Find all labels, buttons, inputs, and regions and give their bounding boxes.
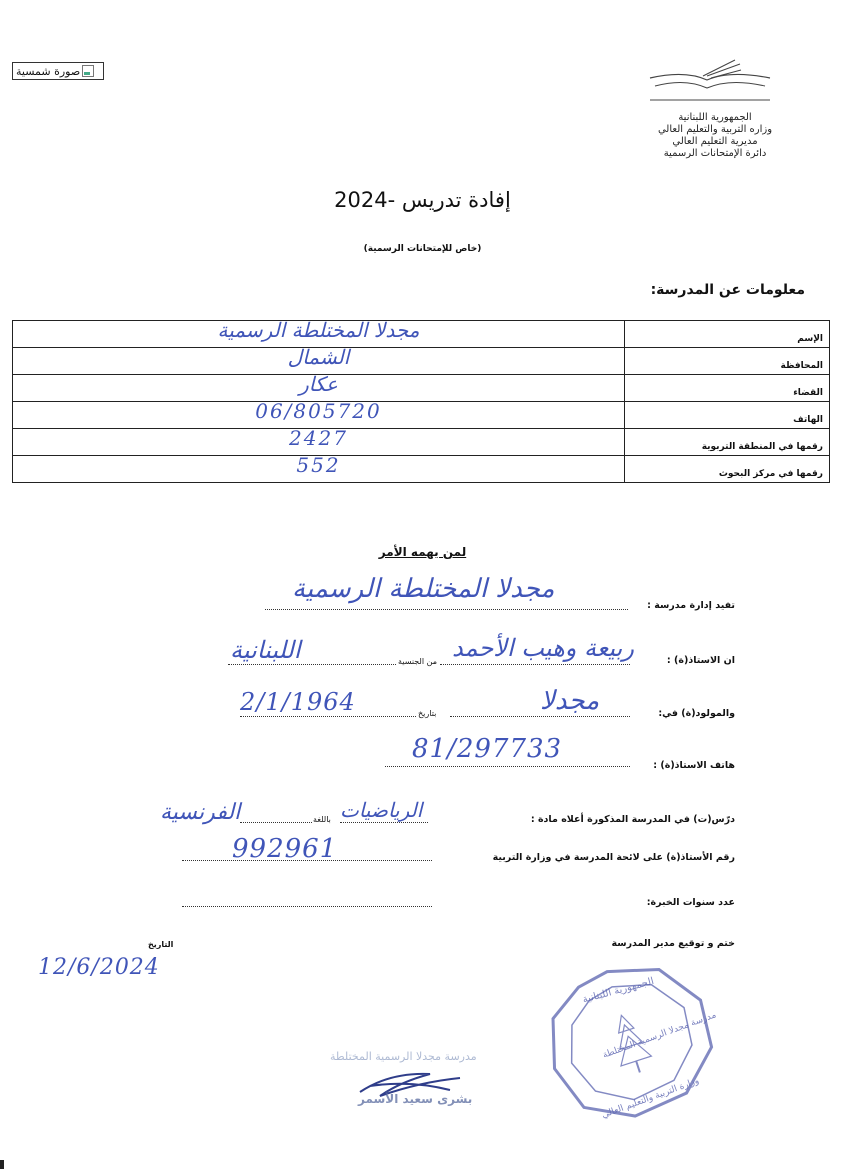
table-row	[13, 429, 830, 456]
signature-date-value: 12/6/2024	[38, 955, 160, 980]
document-title: إفادة تدريس -2024	[334, 188, 511, 212]
scan-edge-mark	[0, 1160, 4, 1169]
ministry-header	[620, 112, 810, 160]
stamp-outer-top: الجمهورية اللبنانية	[581, 975, 656, 1006]
row-value	[13, 372, 625, 402]
teacher-label: ان الاستاذ(ة) :	[666, 655, 735, 666]
born-place-value: مجدلا	[540, 686, 600, 716]
row-label: المحافظة	[625, 348, 830, 375]
date-label: بتاريخ	[418, 709, 437, 718]
dotted-line	[340, 822, 428, 823]
photo-label: صورة شمسية	[16, 64, 81, 78]
phone-value: 06/805720	[255, 399, 382, 423]
dotted-line	[440, 664, 630, 665]
official-stamp	[540, 962, 720, 1122]
born-label: والمولود(ة) في:	[658, 708, 735, 719]
dotted-line	[450, 716, 630, 717]
dotted-line	[385, 766, 630, 767]
row-label: رقمها في مركز البحوث	[625, 456, 830, 483]
stamp-inner: مدرسة مجدلا الرسمية المختلطة	[601, 1010, 718, 1061]
teacher-phone-value: 81/297733	[412, 734, 563, 764]
teacher-value: ربيعة وهيب الأحمد	[452, 634, 634, 662]
table-row	[13, 375, 830, 402]
row-label: الهاتف	[625, 402, 830, 429]
director-school-text: مدرسة مجدلا الرسمية المختلطة	[330, 1050, 477, 1063]
school-info-heading: معلومات عن المدرسة:	[650, 282, 805, 298]
row-value	[13, 318, 625, 348]
to-whom-it-may-concern: لمن يهمه الأمر	[378, 545, 467, 559]
school-name-value: مجدلا المختلطة الرسمية	[217, 318, 420, 342]
taught-label: درّس(ت) في المدرسة المذكورة أعلاه مادة :	[530, 814, 735, 825]
table-row	[13, 321, 830, 348]
director-name: بشرى سعيد الأسمر	[358, 1092, 473, 1106]
photo-placeholder	[12, 62, 104, 80]
signature-date-label: التاريخ	[148, 940, 174, 949]
dotted-line	[240, 716, 416, 717]
ministry-line-1: الجمهورية اللبنانية	[678, 112, 752, 123]
school-info-table	[12, 320, 830, 483]
row-value	[13, 426, 625, 456]
row-value	[13, 345, 625, 375]
region-number-value: 2427	[289, 426, 348, 450]
image-icon	[82, 65, 94, 77]
language-value: الفرنسية	[160, 800, 241, 825]
district-value: عكار	[299, 372, 338, 396]
ministry-number-label: رقم الأستاذ(ة) على لائحة المدرسة في وزارة التربية	[492, 852, 735, 863]
row-label: القضاء	[625, 375, 830, 402]
stamp-outer-bottom: وزارة التربية والتعليم العالي	[600, 1076, 701, 1121]
stamp-signature-label: ختم و توقيع مدير المدرسة	[611, 938, 735, 949]
ministry-line-3: مديرية التعليم العالي	[672, 136, 758, 147]
school-admin-value: مجدلا المختلطة الرسمية	[292, 574, 555, 604]
row-label: الإسم	[625, 321, 830, 348]
dotted-line	[265, 609, 628, 610]
nationality-value: اللبنانية	[230, 636, 301, 664]
document-subtitle: (خاص للإمتحانات الرسمية)	[363, 244, 482, 254]
ministry-number-value: 992961	[232, 834, 338, 864]
language-label: باللغة	[313, 815, 331, 824]
row-label: رقمها في المنطقة التربوية	[625, 429, 830, 456]
ministry-line-2: وزاره التربية والتعليم العالي	[657, 124, 773, 135]
nationality-label: من الجنسية	[398, 657, 437, 666]
research-center-number-value: 552	[296, 453, 341, 477]
ministry-line-4: دائرة الإمتحانات الرسمية	[663, 148, 767, 159]
table-row	[13, 456, 830, 483]
experience-label: عدد سنوات الخبرة:	[646, 897, 735, 908]
row-value	[13, 453, 625, 483]
dotted-line	[228, 664, 396, 665]
ministry-logo	[645, 58, 775, 108]
dotted-line	[240, 822, 312, 823]
table-row	[13, 348, 830, 375]
governorate-value: الشمال	[287, 345, 350, 369]
school-admin-label: تفيد إدارة مدرسة :	[647, 600, 735, 611]
teacher-phone-label: هاتف الاستاذ(ة) :	[653, 760, 735, 771]
subject-value: الرياضيات	[340, 798, 423, 822]
row-value	[13, 399, 625, 429]
dotted-line	[182, 906, 432, 907]
birth-date-value: 2/1/1964	[240, 688, 356, 716]
table-row	[13, 402, 830, 429]
